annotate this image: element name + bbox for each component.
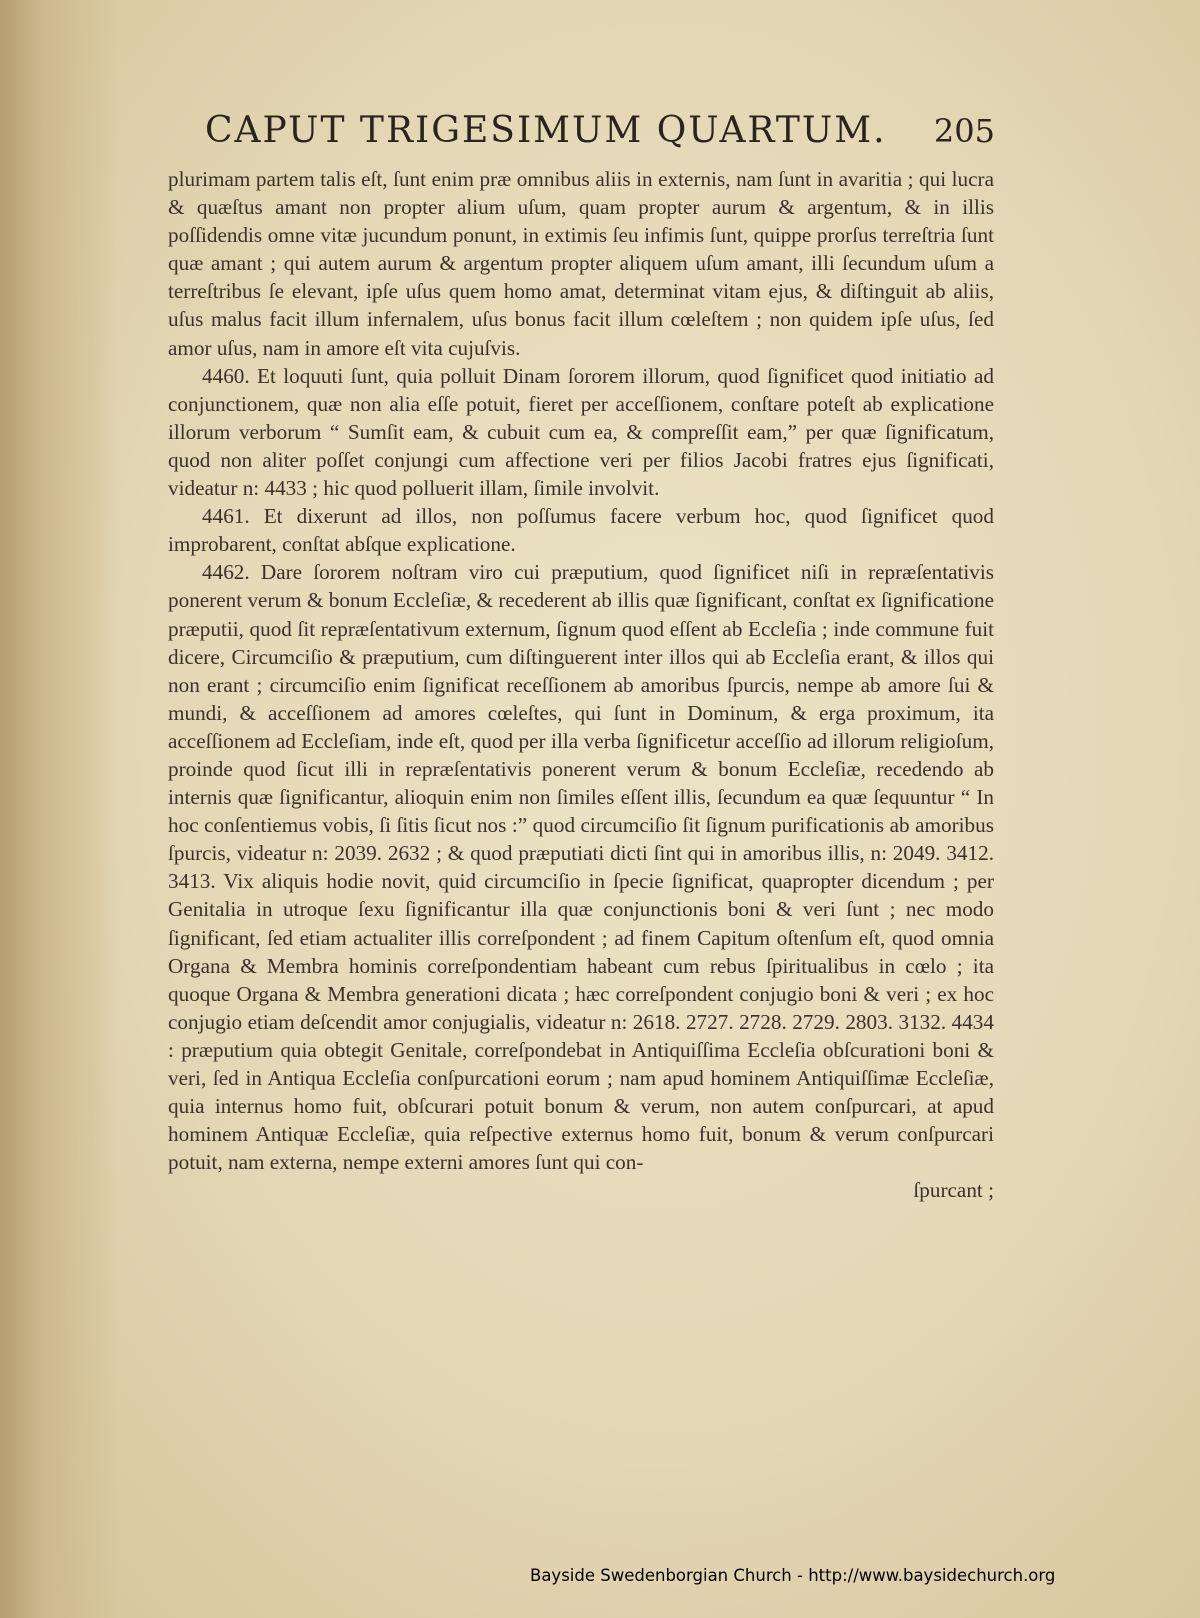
text-body: [168, 165, 994, 1204]
running-head: [205, 110, 995, 170]
book-gutter-shadow: [0, 0, 120, 1618]
paragraph-4460: 4460. Et loquuti ſunt, quia polluit Dinam ſororem illorum, quod ſignificet quod initiatio ad conjunctionem, quæ non alia eſſe potuit, fieret per acceſſionem, conſtare poteſt ab explicatione illorum verborum “ Sumſit eam, & cubuit cum ea, & compreſſit eam,” per quæ ſignificatum, quod non aliter poſſet conjungi cum affectione veri per filios Jacobi fratres ejus ſignificati, videatur n: 4433 ; hic quod polluerit illam, ſimile involvit.: [168, 363, 994, 501]
page-number: 205: [933, 112, 995, 150]
catchword: ſpurcant ;: [913, 1178, 994, 1203]
paragraph-continuation: plurimam partem talis eſt, ſunt enim præ omnibus aliis in externis, nam ſunt in avaritia ; qui lucra & quæſtus amant non propter alium uſum, quam propter aurum & argentum, & in illis poſſidendis omne vitæ jucundum ponunt, in extimis ſeu infimis ſunt, quippe prorſus terreſtria ſunt quæ amant ; qui autem aurum & argentum propter aliquem uſum amant, illi ſecundum uſum a terreſtribus ſe elevant, ipſe uſus quem homo amat, determinat vitam ejus, & diſtinguit ab aliis, uſus malus facit illum infernalem, uſus bonus facit illum cœleſtem ; non quidem ipſe uſus, ſed amor uſus, nam in amore eſt vita cujuſvis.: [168, 167, 994, 360]
footer-credit: Bayside Swedenborgian Church - http://www.baysidechurch.org: [530, 1566, 1056, 1585]
paragraph-4462: 4462. Dare ſororem noſtram viro cui præputium, quod ſignificet niſi in repræſentativis ponerent verum & bonum Eccleſiæ, & recederent ab illis quæ ſignificant, conſtat ex ſignificatione præputii, quod ſit repræſentativum externum, ſignum quod eſſent ab Eccleſia ; inde commune fuit dicere, Circumciſio & præputium, cum diſtinguerent inter illos qui ab Eccleſia erant, & illos qui non erant ; circumciſio enim ſignificat receſſionem ab amoribus ſpurcis, nempe ab amore ſui & mundi, & acceſſionem ad amores cœleſtes, qui ſunt in Dominum, & erga proximum, ita acceſſionem ad Eccleſiam, inde eſt, quod per illa verba ſignificetur acceſſio ad illorum religioſum, proinde quod ſicut illi in repræſentativis ponerent verum & bonum Eccleſiæ, recedendo ab internis quæ ſignificantur, alioquin enim non ſimiles eſſent illis, ſecundum ea quæ ſequuntur “ In hoc conſentiemus vobis, ſi ſitis ſicut nos :” quod circumciſio ſit ſignum purificationis ab amoribus ſpurcis, videatur n: 2039. 2632 ; & quod præputiati dicti ſint qui in amoribus illis, n: 2049. 3412. 3413. Vix aliquis hodie novit, quid circumciſio in ſpecie ſignificat, quapropter dicendum ; per Genitalia in utroque ſexu ſignificantur illa quæ conjunctionis boni & veri ſunt ; nec modo ſignificant, ſed etiam actualiter illis correſpondent ; ad finem Capitum oſtenſum eſt, quod omnia Organa & Membra hominis correſpondentiam habeant cum rebus ſpiritualibus in cœlo ; ita quoque Organa & Membra generationi dicata ; hæc correſpondent conjugio boni & veri ; ex hoc conjugio etiam deſcendit amor conjugialis, videatur n: 2618. 2727. 2728. 2729. 2803. 3132. 4434 : præputium quia obtegit Genitale, correſpondebat in Antiquiſſima Eccleſia obſcurationi boni & veri, ſed in Antiqua Eccleſia conſpurcationi eorum ; nam apud hominem Antiquiſſimæ Eccleſiæ, quia internus homo fuit, obſcurari potuit bonum & verum, non autem conſpurcari, at apud hominem Antiquæ Eccleſiæ, quia reſpective externus homo fuit, bonum & verum conſpurcari potuit, nam externa, nempe externi amores ſunt qui con-: [168, 560, 994, 1175]
catchword-line: [168, 1176, 994, 1204]
paragraph-4461: 4461. Et dixerunt ad illos, non poſſumus facere verbum hoc, quod ſignificet quod improbarent, conſtat abſque explicatione.: [168, 504, 994, 557]
chapter-heading: CAPUT TRIGESIMUM QUARTUM.: [205, 110, 887, 151]
